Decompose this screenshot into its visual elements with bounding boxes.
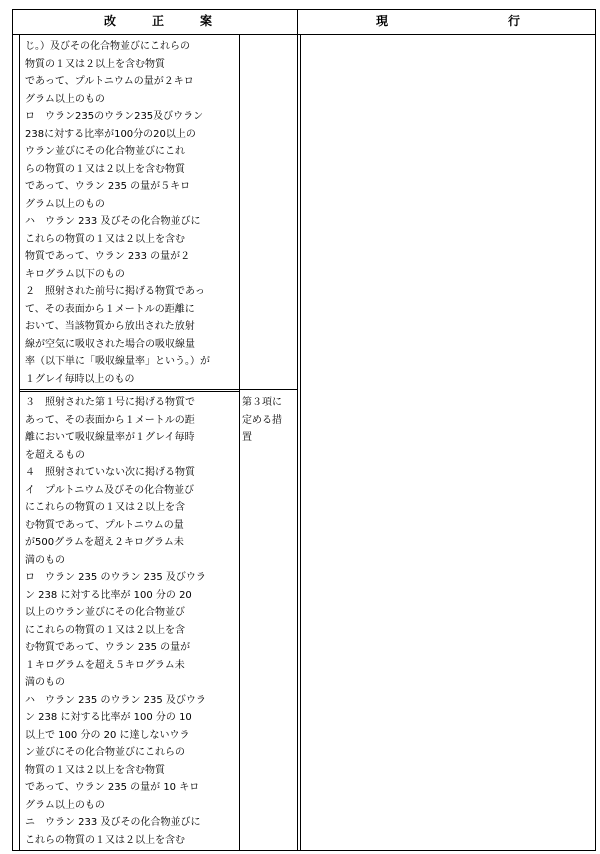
text-line: 物質であって、ウラン 233 の量が２ — [25, 251, 191, 262]
header-amendment-label: 改 正 案 — [103, 14, 212, 28]
text-line: ロ ウラン235のウラン235及びウラン — [25, 111, 204, 122]
text-line: ロ ウラン 235 のウラン 235 及びウラ — [25, 572, 206, 583]
text-line: ３ 照射された第１号に掲げる物質で — [25, 397, 195, 408]
text-line: あって、その表面から１メートルの距 — [25, 414, 195, 426]
section-divider — [19, 389, 297, 390]
side-note-line: 定める措 — [242, 414, 282, 426]
text-line: にこれらの物質の１又は２以上を含 — [25, 624, 185, 636]
text-line: ニ ウラン 233 及びその化合物並びに — [25, 817, 201, 828]
text-line: グラム以上のもの — [25, 198, 105, 210]
text-line: ン 238 に対する比率が 100 分の 20 — [25, 589, 192, 601]
section-divider-inner — [19, 391, 239, 392]
side-note — [242, 394, 292, 447]
text-line: 離において吸収線量率が１グレイ毎時 — [25, 432, 195, 443]
text-line: 率（以下単に「吸収線量率」という。）が — [25, 356, 210, 367]
text-line: １グレイ毎時以上のもの — [25, 373, 135, 385]
indent-rule — [19, 34, 20, 851]
text-line: ン並びにその化合物並びにこれらの — [25, 747, 185, 758]
text-line: ウラン並びにその化合物並びにこれ — [25, 146, 185, 157]
text-line: を超えるもの — [25, 449, 85, 461]
text-line: 以上で 100 分の 20 に達しないウラ — [25, 729, 190, 741]
text-line: ン 238 に対する比率が 100 分の 10 — [25, 712, 192, 723]
text-line: 物質の１又は２以上を含む物質 — [25, 58, 165, 70]
header-current-label: 現 行 — [375, 14, 520, 28]
text-line: 線が空気に吸収された場合の吸収線量 — [25, 338, 195, 350]
text-line: であって、プルトニウムの量が２キロ — [25, 76, 194, 87]
text-line: て、その表面から１メートルの距離に — [25, 303, 195, 315]
text-line: イ プルトニウム及びその化合物並び — [25, 484, 195, 496]
text-line: じ。）及びその化合物並びにこれらの — [25, 41, 190, 52]
text-line: む物質であって、プルトニウムの量 — [25, 519, 184, 531]
header-divider — [12, 34, 596, 35]
text-line: 以上のウラン並びにその化合物並び — [25, 607, 185, 618]
text-line: ハ ウラン 233 及びその化合物並びに — [25, 216, 201, 227]
text-line: グラム以上のもの — [25, 799, 105, 811]
text-line: 238に対する比率が100分の20以上の — [25, 128, 196, 140]
text-line: であって、ウラン 235 の量が 10 キロ — [25, 782, 200, 793]
text-line: １キログラムを超え５キログラム未 — [25, 659, 185, 671]
note-column-rule — [239, 34, 240, 851]
text-line: 満のもの — [25, 554, 65, 566]
text-line: らの物質の１又は２以上を含む物質 — [25, 163, 185, 175]
text-line: おいて、当該物質から放出された放射 — [25, 321, 195, 332]
text-line: ２ 照射された前号に掲げる物質であっ — [25, 286, 205, 297]
text-line: であって、ウラン 235 の量が５キロ — [25, 181, 191, 192]
column-divider-inner — [300, 34, 301, 851]
text-line: これらの物質の１又は２以上を含む — [25, 233, 185, 245]
text-line: これらの物質の１又は２以上を含む — [25, 834, 185, 846]
text-line: 物質の１又は２以上を含む物質 — [25, 764, 165, 776]
text-line: 満のもの — [25, 677, 65, 688]
text-line: ハ ウラン 235 のウラン 235 及びウラ — [25, 694, 206, 706]
text-line: にこれらの物質の１又は２以上を含 — [25, 502, 185, 513]
amendment-text-lower — [25, 394, 237, 849]
text-line: ４ 照射されていない次に掲げる物質 — [25, 467, 195, 478]
side-note-line: 置 — [242, 432, 252, 443]
text-line: む物質であって、ウラン 235 の量が — [25, 642, 191, 653]
header-amendment — [19, 9, 297, 33]
text-line: グラム以上のもの — [25, 93, 105, 105]
text-line: キログラム以下のもの — [25, 268, 125, 280]
amendment-text-upper — [25, 38, 237, 388]
header-current — [300, 9, 596, 33]
column-divider — [297, 9, 298, 851]
side-note-line: 第３項に — [242, 397, 282, 408]
text-line: が500グラムを超え２キログラム未 — [25, 537, 184, 548]
